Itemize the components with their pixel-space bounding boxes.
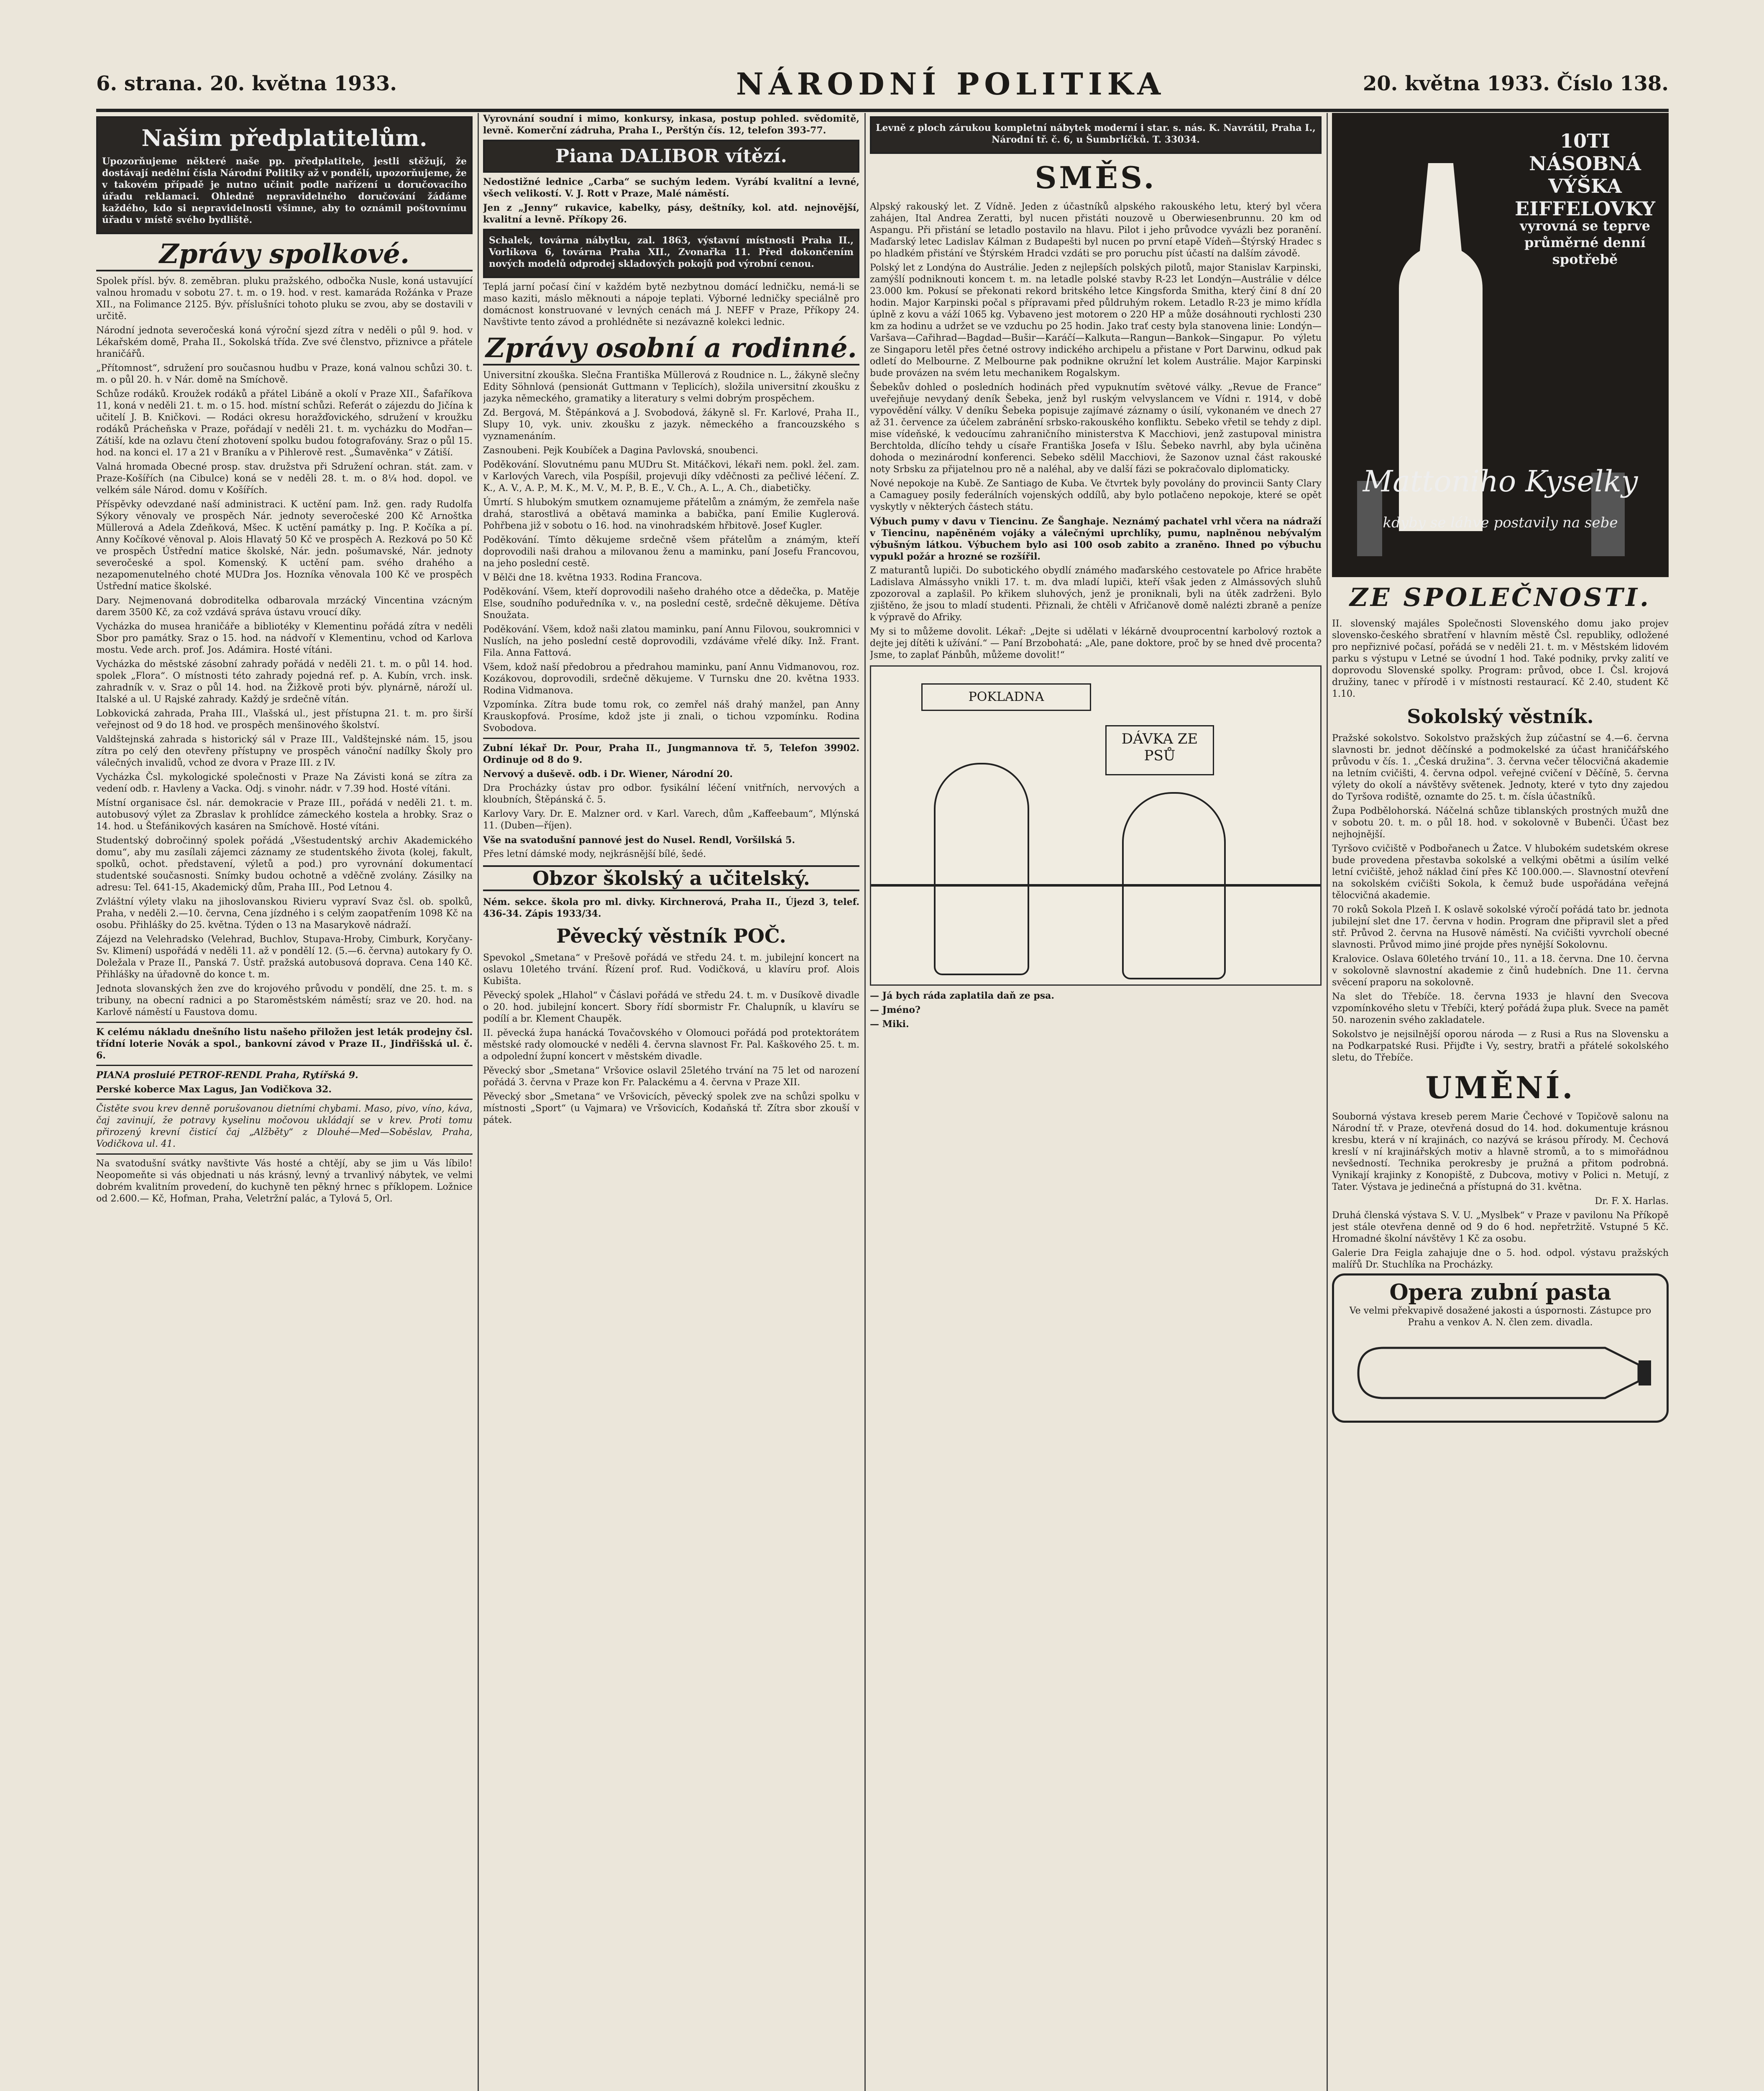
article-item: Universitní zkouška. Slečna Františka Müllerová z Roudnice n. L., žákyně slečny Edity Söhnlová (pensionát Guttmann v Teplicích), složila universitní zkoušku z jazyka německého, gramatiky a literatury s velmi dobrým prospěchem.: [483, 370, 859, 404]
choir-item: Pěvecký sbor „Smetana“ ve Vršovicích, pěvecký spolek zve na schůzi spolku v místnosti „Sport“ (u Vajmara) ve Vršovicích, Kodaňská tř. Zítra sbor zkouší v pátek.: [483, 1092, 859, 1125]
divider: [96, 1065, 473, 1066]
section-title: ZE SPOLEČNOSTI.: [1350, 583, 1651, 612]
section-title: Zprávy osobní a rodinné.: [483, 332, 859, 366]
choir-item: II. pěvecká župa hanácká Tovačovského v Olomouci pořádá pod protektorátem městské rady olomoucké v neděli 4. června slavnost Fr. Pal. Kaškového 25. t. m. a odpolední župní koncert v městském divadle.: [483, 1028, 859, 1062]
article-item: II. slovenský majáles Společnosti Slovenského domu jako projev slovensko-českého sbratření v hlavním městě Čsl. republiky, odložené pro nepřiznivé počasí, pořádá se v neděli 21. t. m. v Městském lidovém parku s výstupu v Letné se úvodní 1 hod. Také podniky, prvky zalití ve doprovodu Slovenské spolky. Program: průvod, obce I. Čsl. krojová družiny, tanec v přírodě i v místnosti restaurací. Kč 2.40, student Kč 1.10.: [1332, 619, 1669, 699]
article-item: Zájezd na Velehradsko (Velehrad, Buchlov, Stupava-Hroby, Cimburk, Koryčany-Sv. Klimení) uspořádá v neděli 11. až v pondělí 12. (5.—6. června) autokary fy O. Doležala v Praze II., Panská 7. Ústř. pražská autobusová doprava. Cena 140 Kč. Přihlášky na úřadovně do konce t. m.: [96, 934, 473, 980]
ad: Perské koberce Max Lagus, Jan Vodičkova 32.: [96, 1084, 332, 1095]
ad: PIANA prosluié PETROF-RENDL Praha, Rytířská 9.: [96, 1070, 358, 1081]
cartoon-illustration: [870, 665, 1322, 986]
cartoon-sign-dog-tax: DÁVKA ZE PSŮ: [1105, 725, 1214, 775]
article-item: Jednota slovanských žen zve do krojového průvodu v pondělí, dne 25. t. m. s tribuny, na obecní radnici a po Staroměstském náměstí; sraz ve 20. hod. na Karlově náměstí u Faustova domu.: [96, 984, 473, 1017]
ad: Dra Procházky ústav pro odbor. fysikální léčení vnitřních, nervových a kloubních, Štěpánská č. 5.: [483, 783, 859, 805]
toothpaste-ad: [1332, 1273, 1669, 1423]
page-header: [96, 63, 1669, 112]
column-divider: [478, 113, 479, 2091]
masthead: NÁRODNÍ POLITIKA: [736, 66, 1166, 102]
furniture-ad: [870, 116, 1322, 154]
ad: Přes letní dámské mody, nejkrásnější bílé, šedé.: [483, 849, 706, 859]
article-item: Pražské sokolstvo. Sokolstvo pražských žup zúčastní se 4.—6. června slavnosti br. jednot děčínské a podmokelské za účast hraničářského průvodu v čís. 1. „Česká družina“. 3. června večer tělocvičná akademie na letním cvičišti, 4. června odpol. veřejné cvičení v Děčíně, 5. června výlety do okolí a návštěvy světenek. Jednoty, které v tyto dny zajedou do Tyršova rodiště, oznamte do 25. t. m. čísla účastníků.: [1332, 733, 1669, 802]
article-item: Na slet do Třebíče. 18. června 1933 je hlavní den Svecova vzpomínkového sletu v Třebíči, který pořádá župa pluk. Svece na pamět 50. narozenin svého zakladatele.: [1332, 992, 1669, 1025]
choir-title: Pěvecký věstník POČ.: [556, 925, 786, 947]
school-text: Ném. sekce. škola pro ml. divky. Kirchnerová, Praha II., Újezd 3, telef. 436-34. Zápis 1933/34.: [483, 897, 859, 919]
lottery-notice: K celému nákladu dnešního listu našeho přiložen jest leták prodejny čsl. třídní loterie Novák a spol., bankovní závod v Praze II., Jindřišská ul. č. 6.: [96, 1027, 473, 1061]
article-item: Sokolstvo je nejsilnější oporou národa — z Rusi a Rus na Slovensku a na Podkarpatské Rusi. Přijďte i Vy, sestry, bratři a přátelé sokolského sletu, do Třebíče.: [1332, 1029, 1669, 1063]
toothpaste-tube-icon: [1346, 1331, 1655, 1415]
column-2: [483, 113, 859, 2091]
article-item: Poděkování. Tímto děkujeme srdečně všem přátelům a známým, kteří doprovodili naši drahou a milovanou ženu a maminku, paní Josefu Francovou, na jeho poslední cestě.: [483, 535, 859, 569]
section-title: Zprávy spolkové.: [96, 238, 473, 271]
notice-title: Našim předplatitelům.: [141, 125, 427, 151]
article-item: „Přítomnost“, sdružení pro současnou hudbu v Praze, koná valnou schůzi 30. t. m. o půl 20. h. v Nár. domě na Smíchově.: [96, 363, 473, 385]
article-author: Dr. F. X. Harlas.: [1595, 1196, 1669, 1207]
cartoon-caption: — Miki.: [870, 1019, 909, 1030]
article-item: Alpský rakouský let. Z Vídně. Jeden z účastníků alpského rakouského letu, který byl včera zahájen, Ital Andrea Zeratti, byl nucen přistáti nouzově u Oberwiesenbrunnu. 20 km od Aspangu. Při přistání se letadlo postavilo na hlavu. Pilot i jeho průvodce vyvázli bez poranění. Maďarský letec Ladislav Kálman z Budapešti byl nucen po první etapě Vídeň—Štýrský Hradec s po hladkém přistání ve Štýrském Hradci vzdáti se pro poruchu píst účastí na dalším závodě.: [870, 202, 1322, 259]
ad: Na svatodušní svátky navštivte Vás hosté a chtějí, aby se jim u Vás líbilo! Neopomeňte si vás objednati u nás krásný, levný a trvanlivý nábytek, ve velmi dobrém kvalitním provedení, do kuchyně ten pěkný hrnec s příklopem. Ložnice od 2.600.— Kč, Hofman, Praha, Veletržní palác, a Tylová 5, Orl.: [96, 1158, 473, 1204]
article-item: Poděkování. Slovutnému panu MUDru St. Mitáčkovi, lékaři nem. pokl. žel. zam. v Karlových Varech, vila Pospíšil, projevuji díky vděčnosti za pečlivé léčení. Z. K., A. V., A. P., M. K., M. V., M. P., B. E., V. Ch., A. L., A. Ch., diabetičky.: [483, 460, 859, 493]
article-item: Nové nepokoje na Kubě. Ze Santiago de Kuba. Ve čtvrtek byly povolány do provincii Santy Clary a Camaguey posily federálních vojenských oddílů, aby bylo potlačeno nepokoje, které se opět vyskytly v některých částech státu.: [870, 478, 1322, 512]
cartoon-sign-cashier: POKLADNA: [921, 683, 1091, 711]
article-item: Lobkovická zahrada, Praha III., Vlašská ul., jest přístupna 21. t. m. pro širší veřejnost od 9 do 18 hod. ve prospěch menšinového školství.: [96, 708, 473, 731]
article-item: Studentský dobročinný spolek pořádá „Všestudentský archiv Akademického domu“, aby mu zasílali zájemci záznamy ze studentského života (kolej, fakult, spolků, ochot. představení, výletů a pod.) pro vyrovnání dokumentací studentské současnosti. Snímky budou ochotně a vděčně zvolány. Zásilky na adresu: Tel. 641-15, Akademický dům, Praha III., Pod Letnou 4.: [96, 836, 473, 893]
ad: Nervový a duševě. odb. i Dr. Wiener, Národní 20.: [483, 769, 733, 780]
article-item: V Bělči dne 18. května 1933. Rodina Francova.: [483, 573, 702, 583]
ad-text: Ve velmi překvapivě dosažené jakosti a úspornosti. Zástupce pro Prahu a venkov A. N. člen zem. divadla.: [1349, 1306, 1652, 1328]
article-item: Úmrtí. S hlubokým smutkem oznamujeme přátelům a známým, že zemřela naše drahá, starostlivá a obětavá maminka a babička, paní Emilie Kuglerová. Pohřbena již v sobotu o 16. hod. na vinohradském hřbitově. Josef Kugler.: [483, 497, 859, 531]
article-item: Příspěvky odevzdané naší administraci. K uctění pam. Inž. gen. rady Rudolfa Sýkory věnovaly ve prospěch Nár. jednoty severočeské 200 Kč Arnoštka Müllerová a Adela Zdeňková, Mšec. K uctění památky p. Ing. P. Kočíka a pí. Anny Kočíkové věnoval p. Alois Hlavatý 50 Kč ve prospěch A. Rezková po 50 Kč ve prospěch Ústřední matice školské, Nár. jedn. pošumavské, Nár. jednoty severočeské a spol. Komenský. K uctění pam. svého drahého a nezapomenutelného choté MUDra Jos. Hozníka věnovala 100 Kč ve prospěch Ústřední matice školské.: [96, 499, 473, 592]
sokol-title: Sokolský věstník.: [1407, 705, 1594, 728]
article-item: Valdštejnská zahrada s historický sál v Praze III., Valdštejnské nám. 15, jsou zítra po celý den otevřeny přístupny ve prospěch vánoční nadílky Školy pro válečných invalidů, vchod ze dvora v Praze III. z IV.: [96, 734, 473, 768]
article-item: Zasnoubeni. Pejk Koubíček a Dagina Pavlovská, snoubenci.: [483, 445, 759, 456]
ad-text: Levně z ploch zárukou kompletní nábytek moderní i star. s. nás. K. Navrátil, Praha I., Národní tř. č. 6, u Šumbrlíčků. T. 33034.: [876, 123, 1316, 145]
choir-item: Pěvecký sbor „Smetana“ Vršovice oslavil 25letého trvání na 75 let od narození pořádá 3. června v Praze kon Fr. Palackému a 4. června v Praze XII.: [483, 1066, 859, 1088]
article-item: Dary. Nejmenovaná dobroditelka odbarovala mrzácký Vincentina vzácným darem 3500 Kč, za což vzdává správa ústavu vroucí díky.: [96, 596, 473, 618]
article-item: Zvláštní výlety vlaku na jihoslovanskou Rivieru vypraví Svaz čsl. ob. spolků, Praha, v neděli 2.—10. června, Cena jízdného i s celým zaopatřením 1098 Kč na osobu. Přihlášky do 25. května. Týden o 13 na Masarykově nádraží.: [96, 897, 473, 930]
ad-text: Schalek, továrna nábytku, zal. 1863, výstavní místnosti Praha II., Vorlíkova 6, továrna Praha XII., Zvonařka 11. Před dokončením nových modelů odprodej skladových pokojů pod výrobní cenou.: [489, 235, 854, 269]
article-item: Spolek přísl. býv. 8. zeměbran. pluku pražského, odbočka Nusle, koná ustavující valnou hromadu v sobotu 27. t. m. o 19. hod. v rest. kamaráda Rožánka v Praze XII., na Folimance 2125. Býv. příslušníci tohoto pluku se zvou, aby se dostavili v určitě.: [96, 276, 473, 322]
column-divider: [864, 113, 866, 2091]
article-item: Místní organisace čsl. nár. demokracie v Praze III., pořádá v neděli 21. t. m. autobusový výlet za Zbraslav k prohlídce zámeckého kostela a hrobky. Sraz o 14. hod. u Štefánikových kasáren na Smíchově. Hosté vítáni.: [96, 798, 473, 832]
ad-tagline: kdyby se láhve postavily na sebe: [1383, 514, 1618, 531]
ad: Teplá jarní počasí činí v každém bytě nezbytnou domácí ledničku, nemá-li se maso kaziti, máslo měknouti a nápoje teplati. Výborné ledničky speciálně pro domácnost konstruované v levných cenách má J. NEFF v Praze, Příkopy 24. Navštivte tento závod a prohlédněte si nezávazně kolekci lednic.: [483, 282, 859, 327]
article-item: Vycházka do městské zásobní zahrady pořádá v neděli 21. t. m. o půl 14. hod. spolek „Flora“. O místnosti této zahrady pojedná ref. p. A. Kubín, vrch. insk. zahradník v. v. Sraz o půl 14. hod. na Žižkově proti býv. plynárně, nároží ul. Italské a ul. U Rajské zahrady. Každý je srdečně vítán.: [96, 659, 473, 705]
article-item: Výbuch pumy v davu v Tiencinu. Ze Šanghaje. Neznámý pachatel vrhl včera na nádraží v Tiencinu, napěněném vojáky a válečnými uprchlíky, pumu, naplněnou nebývalým výbušným látkou. Výbuchem bylo asi 100 osob zabito a zraněno. Ihned po výbuchu vypukl požár a hrozné se rozšířil.: [870, 516, 1322, 562]
article-item: Všem, kdož naší předobrou a předrahou maminku, paní Annu Vidmanovou, roz. Kozákovou, doprovodili, srdečně děkujeme. V Turnsku dne 20. května 1933. Rodina Vidmanova.: [483, 662, 859, 696]
ad-brand: Mattoniho Kyselky: [1363, 464, 1638, 498]
article-item: Poděkování. Všem, kdož naši zlatou maminku, paní Annu Filovou, soukromnici v Nuslích, na jeho poslední cestě doprovodili, vzdáváme vřelé díky. Inž. Frant. Fila. Anna Fattová.: [483, 624, 859, 658]
article-item: Poděkování. Všem, kteří doprovodili našeho drahého otce a dědečka, p. Matěje Else, soudního poduředníka v. v., na poslední cestě, srdečně děkujeme. Dětíva Snoužata.: [483, 587, 859, 621]
divider: [96, 1099, 473, 1100]
divider: [96, 1153, 473, 1155]
column-3: [870, 113, 1322, 2091]
article-item: My si to můžeme dovolit. Lékař: „Dejte si udělati v lékárně dvouprocentní karbolový roztok a dejte jej dítěti k užívání.“ — Paní Brzobohatá: „Ale, pane doktore, proč by se hned dvě procenta? Jsme, to zaplať Pánbůh, můžeme dovolit!“: [870, 626, 1322, 660]
header-left: 6. strana. 20. května 1933.: [96, 72, 397, 95]
article-item: Tyršovo cvičiště v Podbořanech u Žatce. V hlubokém sudetském okrese bude provedena přestavba sokolské a velkými obětmi a úsilím velké letní cvičiště, jehož náklad činí přes Kč 100.000.—. Slavnostní otevření na sokolském cvičišti Sokola, k čemuž bude uspořádána veřejná tělocvičná akademie.: [1332, 844, 1669, 901]
article-item: Galerie Dra Feigla zahajuje dne o 5. hod. odpol. výstavu pražských malířů Dr. Stuchlíka na Procházky.: [1332, 1248, 1669, 1270]
divider: [483, 738, 859, 739]
ad-title: Opera zubní pasta: [1389, 1280, 1611, 1305]
column-4: [1332, 113, 1669, 2091]
article-item: Schůze rodáků. Kroužek rodáků a přátel Libáně a okolí v Praze XII., Šafaříkova 11, koná v neděli 21. t. m. o 15. hod. místní schůzi. Referát o zájezdu do Jičína k učitelí J. B. Kničkovi. — Rodáci okresu horažďovického, sdružení v kroužku rodáků Prácheňska v Praze, pořádají v neděli 21. t. m. vycházku do Modřan—Zátiší, kde na ozlavu čtení zhotovení spolku budou fotografovány. Sraz o půl 15. hod. na konci el. 17 a 21 v Braníku a v Pihlerově rest. „Šumavěnka“ v Zátiší.: [96, 389, 473, 458]
article-item: Vycházka Čsl. mykologické společnosti v Praze Na Závisti koná se zítra za vedení odb. r. Havleny a Vacka. Odj. s vinohr. nádr. v 7.39 hod. Hosté vítáni.: [96, 772, 473, 794]
ad-schalek: [483, 229, 859, 278]
ad: Čistěte svou krev denně porušovanou dietními chybami. Maso, pivo, víno, káva, čaj zavinují, že potravy kyselinu močovou ukládají se v krev. Proti tomu přirozený krevní čisticí čaj „Alžběty“ z Dlouhé—Med—Soběslav, Praha, Vodičkova ul. 41.: [96, 1104, 473, 1149]
article-item: Vzpomínka. Zítra bude tomu rok, co zemřel náš drahý manžel, pan Anny Krauskopfová. Prosíme, kdož jste ji znali, o tichou vzpomínku. Rodina Svobodova.: [483, 700, 859, 734]
column-divider: [1327, 113, 1328, 2091]
choir-item: Spevokol „Smetana“ v Prešově pořádá ve středu 24. t. m. jubilejní koncert na oslavu 10letého trvání. Řízení prof. Rud. Vodičková, u klavíru prof. Alois Kubišta.: [483, 953, 859, 987]
school-title: Obzor školský a učitelský.: [483, 865, 859, 891]
ad: Karlovy Vary. Dr. E. Malzner ord. v Karl. Varech, dům „Kaffeebaum“, Mlýnská 11. (Duben—říjen).: [483, 809, 859, 831]
article-item: Kralovice. Oslava 60letého trvání 10., 11. a 18. června. Dne 10. června v sokolovně slavnostní akademie z činů hudebních. Dne 11. června svěcení praporu na sokolovně.: [1332, 954, 1669, 988]
ad-headline: 10TI NÁSOBNÁ VÝŠKA EIFFELOVKY: [1515, 130, 1655, 220]
ad-subline: vyrovná se teprve průměrné denní spotřebě: [1520, 218, 1650, 267]
ad: Vyrovnání soudní i mimo, konkursy, inkasa, postup pohled. svědomitě, levně. Komerční zádruha, Praha I., Perštýn čís. 12, telefon 393-77.: [483, 113, 859, 136]
ad-dalibor: Piana DALIBOR vítězí.: [483, 140, 859, 173]
ad: Vše na svatodušní pannové jest do Nusel. Rendl, Voršilská 5.: [483, 835, 795, 846]
article-item: Souborná výstava kreseb perem Marie Čechové v Topičově salonu na Národní tř. v Praze, otevřená dosud do 14. hod. dokumentuje krásnou kresbu, která v ní krajinách, co nazývá se krásou přírody. M. Čechová kreslí v ní krajinářských motiv a hlavně stromů, a to s mimořádnou nevšedností. Technika perokresby je pružná a přitom podrobná. Vynikají krajinky z Konopiště, z Dubcova, motivy v Polici n. Metují, z Tater. Výstava je jedinečná a přístupná do 31. května.: [1332, 1112, 1669, 1192]
article-item: 70 roků Sokola Plzeň I. K oslavě sokolské výročí pořádá tato br. jednota jubilejní slet dne 17. června v hodin. Program dne připravil slet a před stř. Průvod 2. června na Husově náměstí. Na cvičišti vyvrcholí obecné slavnosti. Průvod mimo jiné projde přes nynější Sokolovnu.: [1332, 905, 1669, 950]
article-item: Župa Podbělohorská. Náčelná schůze tiblanských prostných mužů dne v sobotu 20. t. m. o půl 18. hod. v sokolovně v Bubenči. Účast bez nejhojnější.: [1332, 806, 1669, 840]
divider: [96, 1022, 473, 1023]
choir-item: Pěvecký spolek „Hlahol“ v Čáslavi pořádá ve středu 24. t. m. v Dusíkově divadle o 20. hod. jubilejní koncert. Sbory řídí sbormistr Fr. Chalupník, u klavíru se podílí a br. Klement Chaupěk.: [483, 990, 859, 1024]
mattoni-ad: [1332, 113, 1669, 577]
cartoon-caption: — Já bych ráda zaplatila daň ze psa.: [870, 990, 1054, 1001]
arts-title: UMĚNÍ.: [1425, 1070, 1575, 1105]
ad: Nedostižné lednice „Carba“ se suchým ledem. Vyrábí kvalitní a levné, všech velikostí. V. J. Rott v Praze, Malé náměstí.: [483, 176, 859, 199]
cartoon-caption: — Jméno?: [870, 1005, 920, 1015]
article-item: Druhá členská výstava S. V. U. „Myslbek“ v Praze v pavilonu Na Příkopě jest stále otevřena denně od 9 do 6 hod. nepřetržitě. Vstupné 5 Kč. Hromadné školní návštěvy 1 Kč za osobu.: [1332, 1210, 1669, 1244]
notice-text: Upozorňujeme některé naše pp. předplatitele, jestli stěžují, že dostávají nedělní čísla Národní Politiky až v pondělí, upozorňujeme, že v takovém případě je nutno učinit podle nařízení u doručovacího úřadu reklamaci. Ohledně nepravidelného doručování žádáme každého, kdo si nepravidelnosti všimne, aby to oznámil poštovnímu úřadu v místě svého bydliště.: [102, 156, 467, 225]
article-item: Národní jednota severočeská koná výroční sjezd zítra v neděli o půl 9. hod. v Lékařském domě, Praha II., Sokolská třída. Zve své členstvo, přiznivce a přátele hraničářů.: [96, 325, 473, 359]
subscriber-notice: [96, 116, 473, 234]
ad: Jen z „Jenny“ rukavice, kabelky, pásy, deštníky, kol. atd. nejnovější, kvalitní a levně. Příkopy 26.: [483, 202, 859, 225]
article-item: Vycházka do musea hraničáře a bibliotéky v Klementinu pořádá zítra v neděli Sbor pro památky. Sraz o 15. hod. na nádvoří v Klementinu, vchod od Karlova mostu. Vede arch. prof. Jos. Adámira. Hosté vítáni.: [96, 621, 473, 655]
article-item: Zd. Bergová, M. Štěpánková a J. Svobodová, žákyně sl. Fr. Karlové, Praha II., Slupy 10, vyk. univ. zkoušku z jazyk. německého a francouzského s vyznamenáním.: [483, 408, 859, 442]
article-item: Polský let z Londýna do Austrálie. Jeden z nejlepších polských pilotů, major Stanislav Karpinski, zamýšlí podniknouti koncem t. m. na letadle polské stavby R-23 let Londýn—Austrálie v délce 23.000 km. Pokusí se překonati rekord britského letce Kingsforda Smitha, který činí 8 dní 20 hodin. Major Karpinski počal s přípravami před půldruhým rokem. Letadlo R-23 je mimo křídla úplně z kovu a váží 1065 kg. Vybaveno jest motorem o 220 HP a může dosáhnouti rychlosti 230 km za hodinu a udržet se ve vzduchu po 25 hodin. Jako trať cesty byla stanovena linie: Londýn—Varšava—Cařihrad—Bagdad—Bušir—Karáčí—Kalkuta—Rangun—Bankok—Singapur. Po výletu ze Singaporu letěl přes četné ostrovy indického archipelu a přistane v Port Darwinu, odkud pak odletí do Melbourne. Z Melbourne pak podnikne okružní let kolem Austrálie. Major Karpinski bude provázen na svém letu mechanikem Rogalskym.: [870, 263, 1322, 378]
cartoon-woman-figure: [1122, 792, 1226, 979]
header-right: 20. května 1933. Číslo 138.: [1363, 72, 1669, 95]
cartoon-clerk-figure: [934, 763, 1029, 975]
ad: Zubní lékař Dr. Pour, Praha II., Jungmannova tř. 5, Telefon 39902. Ordinuje od 8 do 9.: [483, 743, 859, 765]
article-item: Z maturantů lupiči. Do subotického obydlí známého maďarského cestovatele po Africe hraběte Ladislava Almássyho vnikli 17. t. m. dva mladí lupiči, kteří však jeden z Almássových sluhů zpozoroval a zaplašil. Po křikem sluhových, jenž je proniknali, byli na útěk zadrženi. Bylo zjištěno, že jsou to mladí studenti. Přiznali, že chtěli v Afričanově domě nalézti zbraně a peníze k výpravě do Afriky.: [870, 565, 1322, 623]
column-1: [96, 113, 473, 2091]
section-title: SMĚS.: [1035, 160, 1157, 195]
article-item: Šebekův dohled o posledních hodinách před vypuknutím světové války. „Revue de France“ uveřejňuje nevydaný deník Šebeka, jenž byl ruským velvyslancem ve Vídni r. 1914, v době vypovědění války. V deníku Šebeka popisuje zajímavé záznamy o úsilí, vykonaném ve dnech 27 až 31. července za účelem zabránění srbsko-rakouského konfliktu. Sebeko vřetil se tehdy z dipl. mise vídeňské, k vedoucímu zahraničního ministerstva K Macchiovi, jenž zastupoval ministra Berchtolda, dlícího tehdy u císaře Františka Josefa v Išlu. Šebeko navrhl, aby byla učiněna dohoda o mezinárodní konferenci. Sebeko sdělil Macchiovi, že Sazonov uznal část rakouské noty Srbsku za přijatelnou pro ně a naléhal, aby ve další fázi se pokračovalo diplomaticky.: [870, 382, 1322, 475]
article-item: Valná hromada Obecné prosp. stav. družstva při Sdružení ochran. stát. zam. v Praze-Košířích (na Cibulce) koná se v neděli 28. t. m. o 8¼ hod. dopol. ve velkém sále Národ. domu v Košířích.: [96, 462, 473, 496]
